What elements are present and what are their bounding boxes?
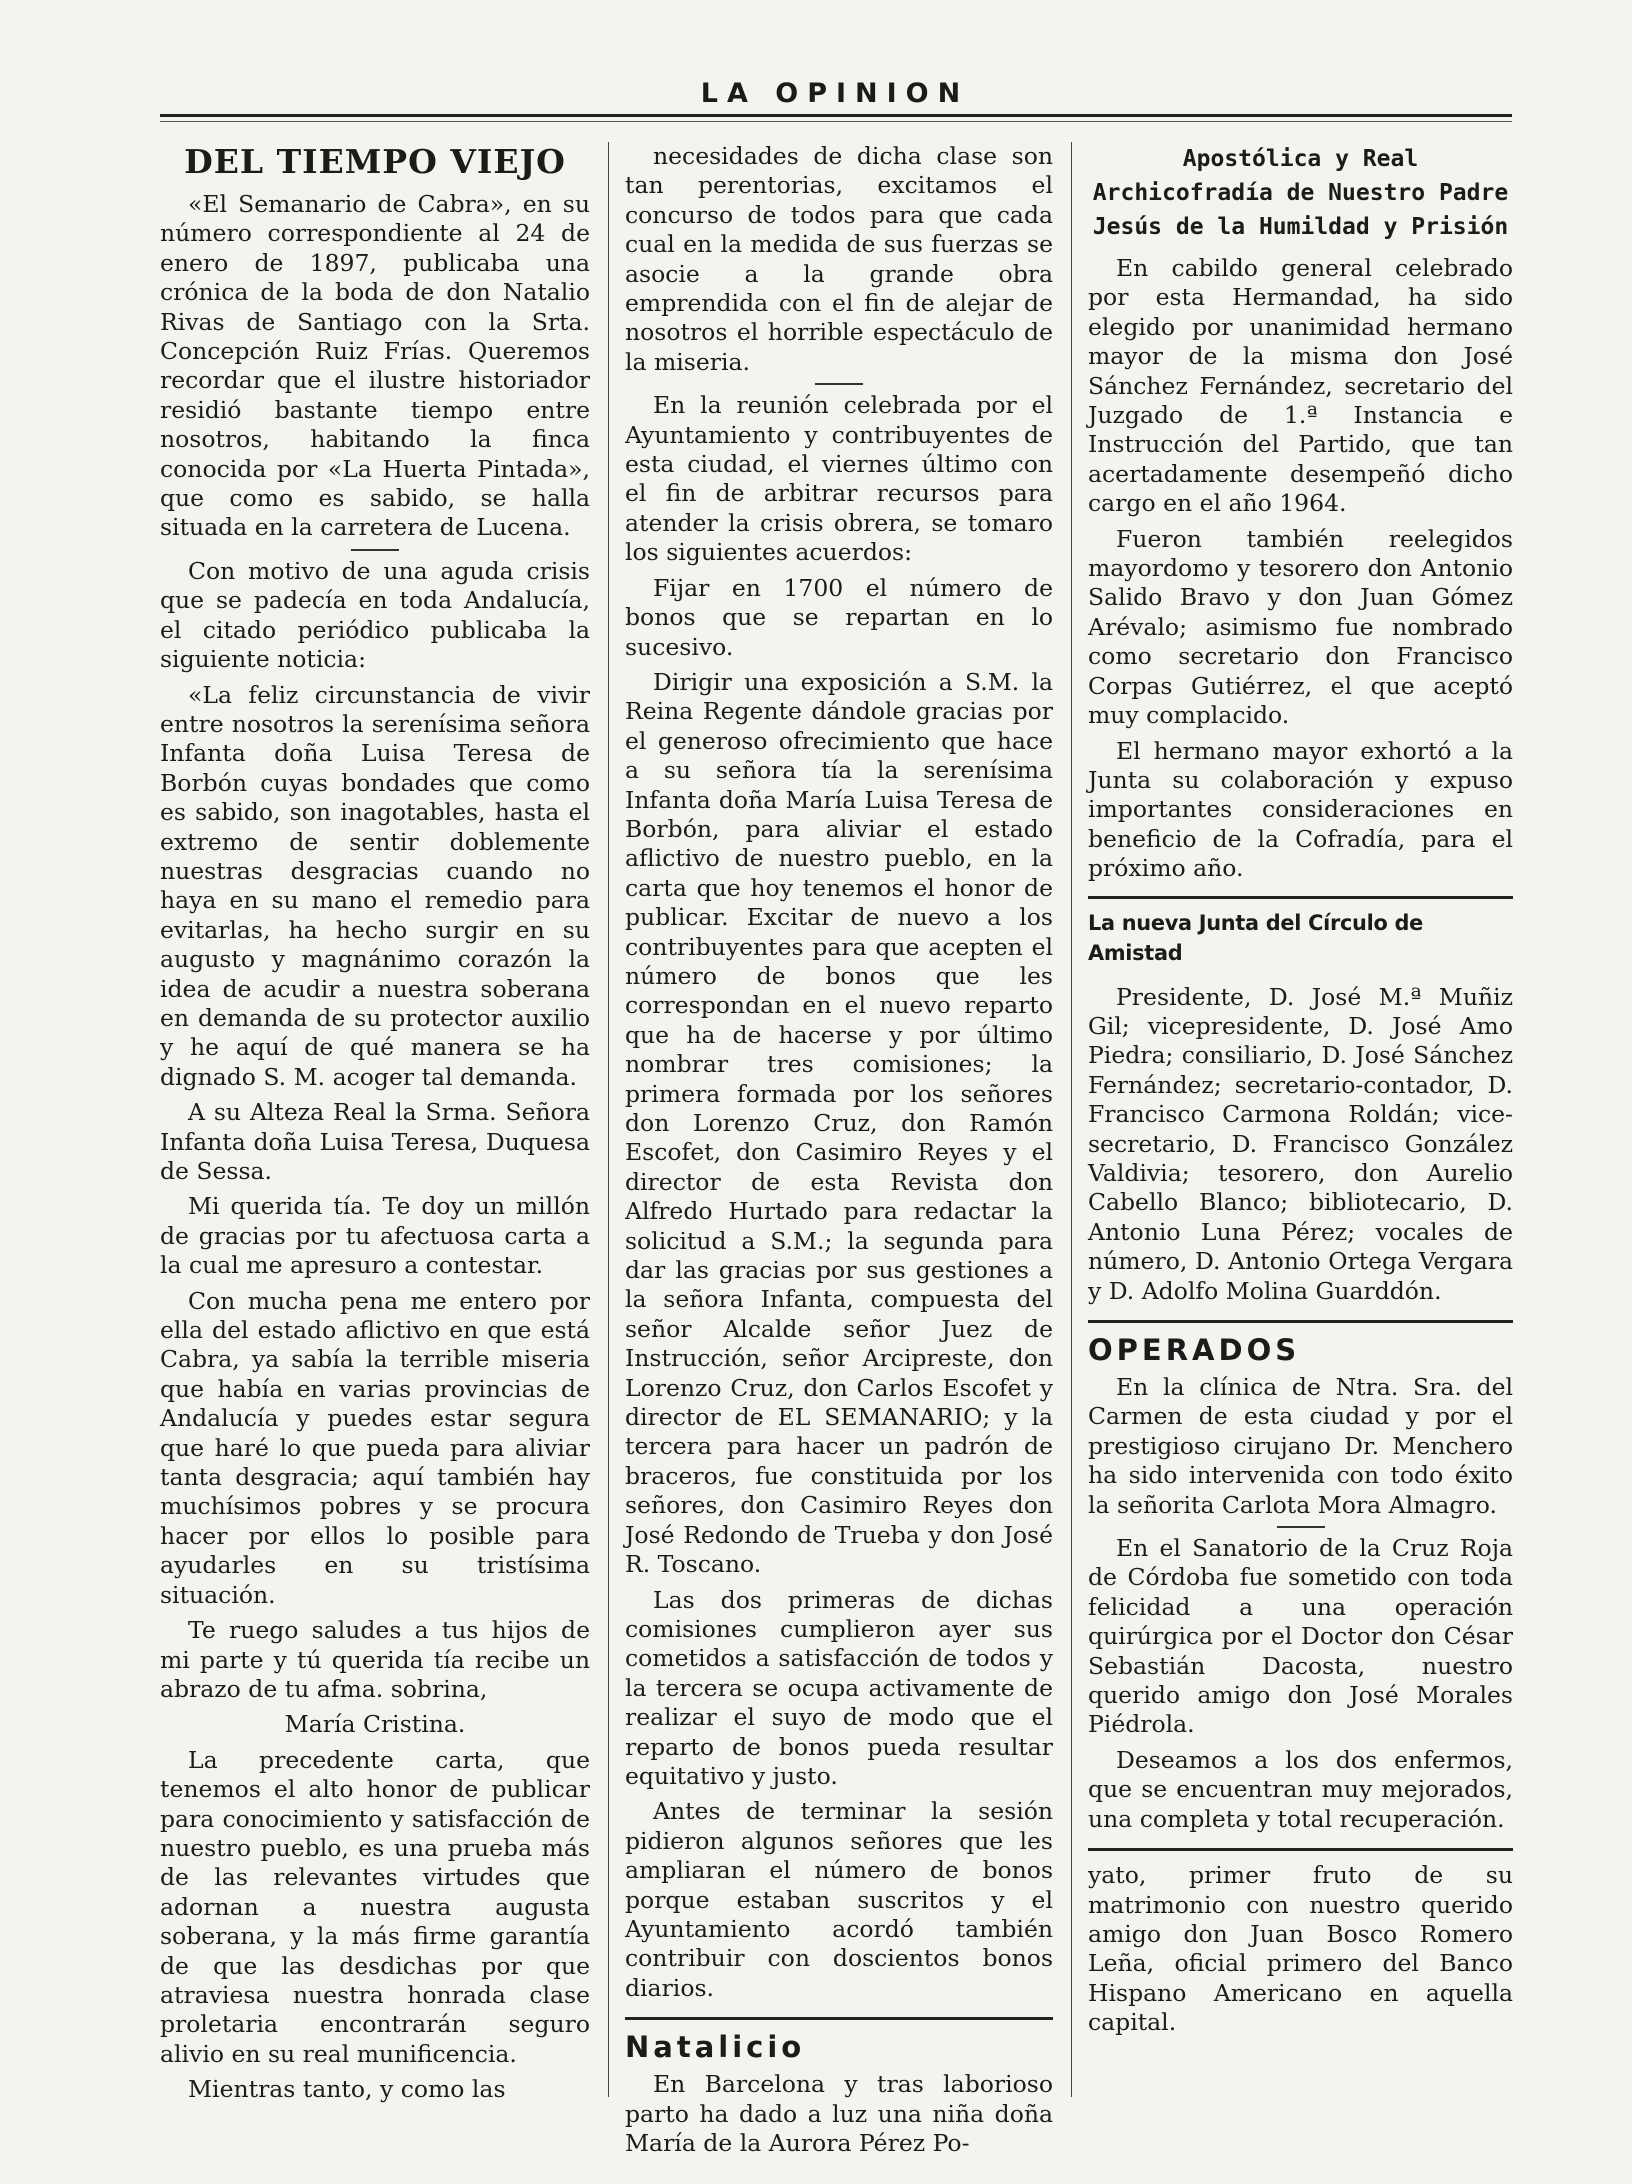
column-1 (160, 142, 590, 2111)
paragraph: Las dos primeras de dichas comisiones cumplieron ayer sus cometidos a satisfacción de todos y la tercera se ocupa activamente de realizar el suyo de modo que el reparto de bonos pueda resultar equitativo y justo. (625, 1585, 1053, 1790)
paragraph: En el Sanatorio de la Cruz Roja de Córdoba fue sometido con toda felicidad a una operación quirúrgica por el Doctor don César Sebastián Dacosta, nuestro querido amigo don José Morales Piédrola. (1088, 1534, 1513, 1739)
paragraph: En la reunión celebrada por el Ayuntamiento y contribuyentes de esta ciudad, el viernes último con el fin de arbitrar recursos para atender la crisis obrera, se tomaro los siguientes acuerdos: (625, 391, 1053, 567)
article-title-tiempo-viejo: DEL TIEMPO VIEJO (184, 142, 566, 181)
natalicio-text: En Barcelona y tras laborioso parto ha dado a luz una niña doña María de la Aurora Pérez Po- (625, 2070, 1053, 2157)
paragraph: A su Alteza Real la Srma. Señora Infanta doña Luisa Teresa, Duquesa de Sessa. (160, 1098, 590, 1185)
paragraph: Con mucha pena me entero por ella del estado aflictivo en que está Cabra, ya sabía la terrible miseria que había en varias provincias de Andalucía y puedes estar segura que haré lo que pueda para aliviar tanta desgracia; aquí también hay muchísimos pobres y se procura hacer por ellos lo posible para ayudarles en su tristísima situación. (160, 1286, 590, 1609)
natalicio-title: Natalicio (625, 2030, 806, 2065)
paragraph: Con motivo de una aguda crisis que se padecía en toda Andalucía, el citado periódico publicaba la siguiente noticia: (160, 556, 590, 674)
paragraph: necesidades de dicha clase son tan perentorias, excitamos el concurso de todos para que cada cual en la medida de sus fuerzas se asocie a la grande obra emprendida con el fin de alejar de nosotros el horrible espectáculo de la miseria. (625, 142, 1053, 376)
paragraph: «El Semanario de Cabra», en su número correspondiente al 24 de enero de 1897, publicaba una crónica de la boda de don Natalio Rivas de Santiago con la Srta. Concepción Ruiz Frías. Queremos recordar que el ilustre historiador residió bastante tiempo entre nosotros, habitando la finca conocida por «La Huerta Pintada», que como es sabido, se halla situada en la carretera de Lucena. (160, 190, 590, 542)
header-rule-thin (160, 121, 1512, 122)
masthead: LA OPINION (700, 78, 970, 109)
paragraph: Antes de terminar la sesión pidieron algunos señores que les ampliaran el número de bonos porque estaban suscritos y el Ayuntamiento acordó también contribuir con doscientos bonos diarios. (625, 1797, 1053, 2002)
article-body (625, 391, 1053, 2003)
column-2 (625, 142, 1053, 2164)
paragraph: En cabildo general celebrado por esta Hermandad, ha sido elegido por unanimidad hermano mayor de la misma don José Sánchez Fernández, secretario del Juzgado de 1.ª Instancia e Instrucción del Partido, que tan acertadamente desempeñó dicho cargo en el año 1964. (1088, 254, 1513, 518)
article-body (1088, 1534, 1513, 1834)
separator (351, 549, 399, 551)
article-body (160, 190, 590, 543)
section-rule (625, 2017, 1053, 2020)
paragraph: El hermano mayor exhortó a la Junta su colaboración y expuso importantes consideraciones en beneficio de la Cofradía, para el próximo año. (1088, 736, 1513, 883)
paragraph: Dirigir una exposición a S.M. la Reina Regente dándole gracias por el generoso ofrecimiento que hace a su señora tía la serenísima Infanta doña María Luisa Teresa de Borbón, para aliviar el estado aflictivo de nuestro pueblo, en la carta que hoy tenemos el honor de publicar. Excitar de nuevo a los contribuyentes para que acepten el número de bonos que les correspondan en el nuevo reparto que ha de hacerse y por último nombrar tres comisiones; la primera formada por los señores don Lorenzo Cruz, don Ramón Escofet, don Casimiro Reyes y el director de esta Revista don Alfredo Hurtado para redactar la solicitud a S.M.; la segunda para dar las gracias por sus gestiones a la señora Infanta, compuesta del señor Alcalde señor Juez de Instrucción, señor Arcipreste, don Lorenzo Cruz, don Carlos Escofet y director de EL SEMANARIO; y la tercera para hacer un padrón de braceros, fue constituida por los señores, don Casimiro Reyes don José Redondo de Trueba y don José R. Toscano. (625, 667, 1053, 1579)
separator (1277, 1526, 1325, 1528)
paragraph: «La feliz circunstancia de vivir entre nosotros la serenísima señora Infanta doña Luisa Teresa de Borbón cuyas bondades que como es sabido, son inagotables, hasta el extremo de sentir doblemente nuestras desgracias cuando no haya en su mano el remedio para evitarlas, ha hecho surgir en su augusto y magnánimo corazón la idea de acudir a nuestra soberana en demanda de su protector auxilio y he aquí de qué manera se ha dignado S. M. acoger tal demanda. (160, 680, 590, 1091)
column-divider (608, 142, 609, 2097)
junta-text: Presidente, D. José M.ª Muñiz Gil; vicepresidente, D. José Amo Piedra; consiliario, D. José Sánchez Fernández; secretario-contador, D. Francisco Carmona Roldán; vice-secretario, D. Francisco González Valdivia; tesorero, don Aurelio Cabello Blanco; bibliotecario, D. Antonio Luna Pérez; vocales de número, D. Antonio Ortega Vergara y D. Adolfo Molina Guarddón. (1088, 982, 1513, 1305)
paragraph: Fueron también reelegidos mayordomo y tesorero don Antonio Salido Bravo y don Juan Gómez Arévalo; asimismo fue nombrado como secretario don Francisco Corpas Gutiérrez, el que aceptó muy complacido. (1088, 524, 1513, 730)
section-rule (1088, 1848, 1513, 1851)
junta-title: La nueva Junta del Círculo de Amistad (1088, 910, 1423, 966)
operados-title: OPERADOS (1088, 1333, 1301, 1367)
article-body (160, 1746, 590, 2105)
signature: María Cristina. (284, 1710, 466, 1739)
paragraph: Fijar en 1700 el número de bonos que se repartan en lo sucesivo. (625, 573, 1053, 661)
paragraph: Mi querida tía. Te doy un millón de gracias por tu afectuosa carta a la cual me apresuro a contestar. (160, 1192, 590, 1280)
paragraph: La precedente carta, que tenemos el alto honor de publicar para conocimiento y satisfacción de nuestro pueblo, es una prueba más de las relevantes virtudes que adornan a nuestra augusta soberana, y la más firme garantía de que las desdichas por que atraviesa nuestra honrada clase proletaria encontrarán seguro alivio en su real munificencia. (160, 1745, 590, 2068)
column-divider (1071, 142, 1072, 2097)
article-body (625, 142, 1053, 377)
paragraph: Deseamos a los dos enfermos, que se encuentran muy mejorados, una completa y total recuperación. (1088, 1745, 1513, 1833)
header-rule (160, 114, 1512, 117)
cofradia-title: Apostólica y Real Archicofradía de Nuestro Padre Jesús de la Humildad y Prisión (1092, 146, 1509, 240)
operados-text: En la clínica de Ntra. Sra. del Carmen de esta ciudad y por el prestigioso cirujano Dr. Menchero ha sido intervenida con todo éxito la señorita Carlota Mora Almagro. (1088, 1373, 1513, 1519)
section-rule (1088, 1320, 1513, 1323)
paragraph: Mientras tanto, y como las (188, 2075, 506, 2104)
separator (815, 383, 863, 385)
article-body (1088, 254, 1513, 884)
section-rule (1088, 896, 1513, 899)
natalicio-continuation: yato, primer fruto de su matrimonio con nuestro querido amigo don Juan Bosco Romero Leña, oficial primero del Banco Hispano Americano en aquella capital. (1088, 1861, 1513, 2037)
paragraph: Te ruego saludes a tus hijos de mi parte y tú querida tía recibe un abrazo de tu afma. sobrina, (160, 1616, 590, 1703)
article-body (160, 557, 590, 1704)
column-3 (1088, 142, 1513, 2044)
